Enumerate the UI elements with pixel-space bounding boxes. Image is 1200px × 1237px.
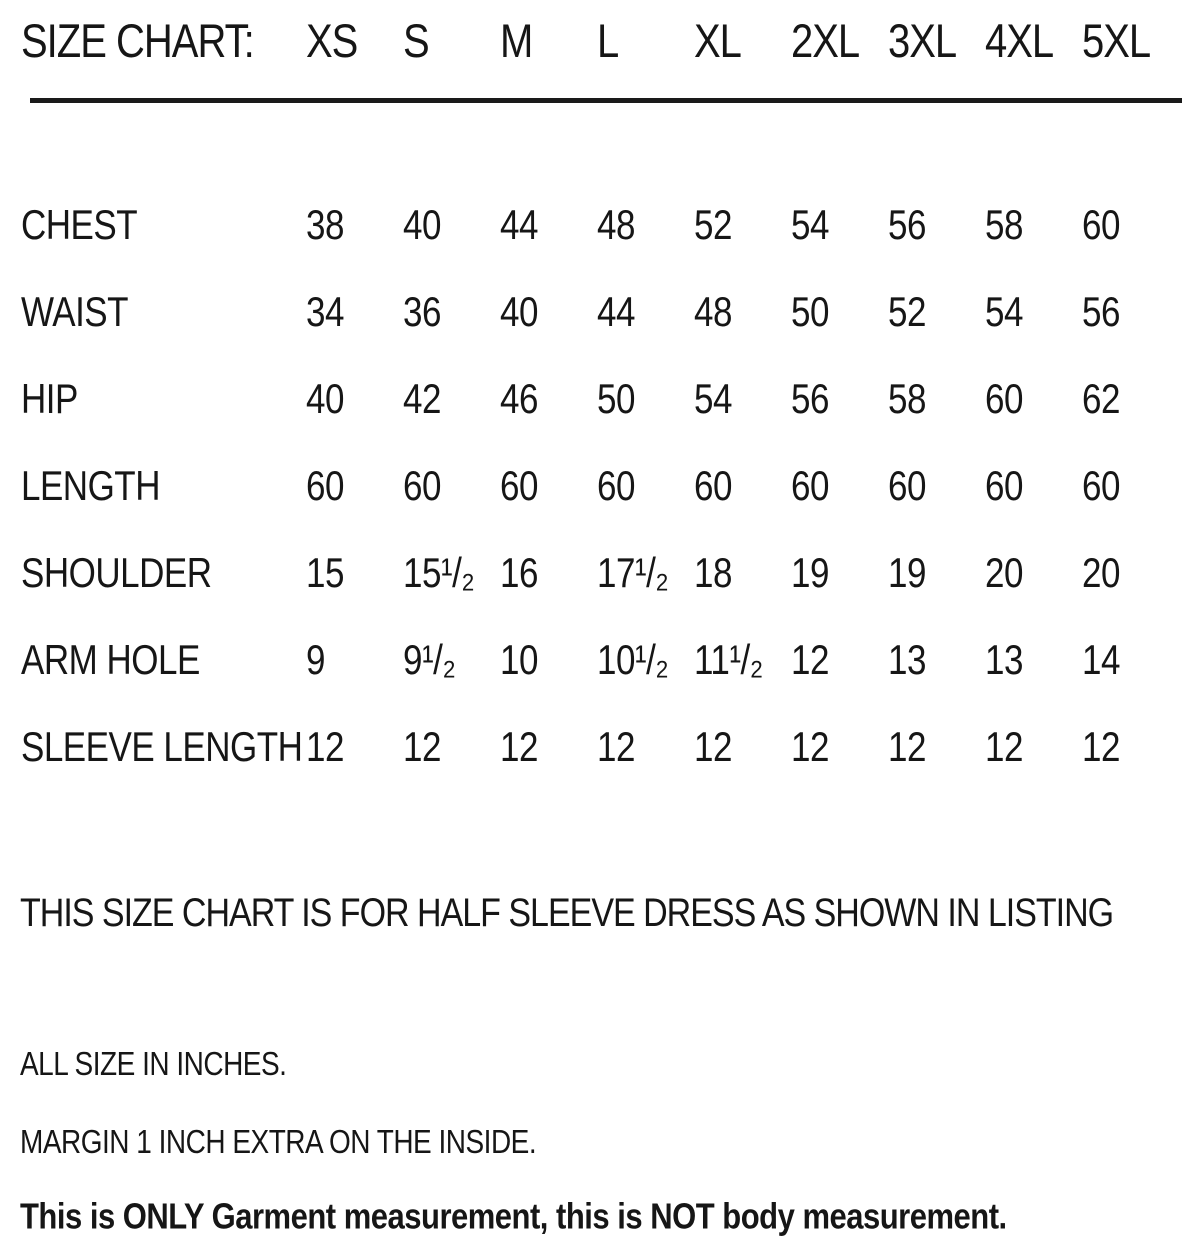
table-cell: 12 [306, 724, 344, 771]
table-cell: 15 [306, 550, 344, 597]
table-cell: 58 [888, 376, 926, 423]
size-table [21, 202, 1179, 814]
row-label-sleeve-length: SLEEVE LENGTH [21, 724, 303, 771]
note-half-sleeve: THIS SIZE CHART IS FOR HALF SLEEVE DRESS AS SHOWN IN LISTING [20, 890, 1114, 936]
row-label-hip: HIP [21, 376, 78, 423]
table-cell: 18 [694, 550, 732, 597]
table-cell: 60 [597, 463, 635, 510]
table-cell: 56 [1082, 289, 1120, 336]
table-cell: 9 [306, 637, 325, 684]
note-garment-disclaimer: This is ONLY Garment measurement, this is NOT body measurement. [20, 1195, 1007, 1237]
table-cell: 19 [791, 550, 829, 597]
table-cell: 15¹/₂ [403, 550, 475, 597]
table-cell: 56 [791, 376, 829, 423]
table-cell: 52 [694, 202, 732, 249]
table-cell: 12 [403, 724, 441, 771]
table-cell: 12 [597, 724, 635, 771]
table-cell: 9¹/₂ [403, 637, 456, 684]
table-cell: 12 [888, 724, 926, 771]
table-cell: 44 [597, 289, 635, 336]
size-column-header-s: S [403, 15, 429, 68]
table-cell: 20 [985, 550, 1023, 597]
table-cell: 60 [791, 463, 829, 510]
size-column-header-xl: XL [694, 15, 741, 68]
table-cell: 50 [791, 289, 829, 336]
table-cell: 60 [1082, 202, 1120, 249]
table-cell: 12 [500, 724, 538, 771]
table-cell: 56 [888, 202, 926, 249]
row-label-arm-hole: ARM HOLE [21, 637, 200, 684]
table-cell: 10 [500, 637, 538, 684]
table-cell: 13 [888, 637, 926, 684]
table-cell: 40 [306, 376, 344, 423]
table-cell: 11¹/₂ [694, 637, 763, 684]
row-label-shoulder: SHOULDER [21, 550, 212, 597]
table-cell: 54 [791, 202, 829, 249]
table-cell: 10¹/₂ [597, 637, 669, 684]
table-cell: 60 [500, 463, 538, 510]
table-cell: 38 [306, 202, 344, 249]
table-cell: 42 [403, 376, 441, 423]
table-cell: 60 [694, 463, 732, 510]
table-cell: 48 [597, 202, 635, 249]
table-cell: 19 [888, 550, 926, 597]
table-cell: 12 [791, 637, 829, 684]
table-cell: 12 [1082, 724, 1120, 771]
size-column-header-5xl: 5XL [1082, 15, 1151, 68]
row-label-length: LENGTH [21, 463, 160, 510]
row-label-waist: WAIST [21, 289, 129, 336]
table-cell: 12 [791, 724, 829, 771]
table-cell: 60 [1082, 463, 1120, 510]
table-cell: 48 [694, 289, 732, 336]
size-column-header-2xl: 2XL [791, 15, 860, 68]
note-margin-extra: MARGIN 1 INCH EXTRA ON THE INSIDE. [20, 1123, 537, 1161]
table-cell: 58 [985, 202, 1023, 249]
table-cell: 34 [306, 289, 344, 336]
table-cell: 12 [985, 724, 1023, 771]
row-label-chest: CHEST [21, 202, 138, 249]
table-cell: 44 [500, 202, 538, 249]
table-cell: 12 [694, 724, 732, 771]
size-column-header-4xl: 4XL [985, 15, 1054, 68]
table-cell: 40 [500, 289, 538, 336]
table-cell: 60 [985, 463, 1023, 510]
table-cell: 40 [403, 202, 441, 249]
table-cell: 20 [1082, 550, 1120, 597]
table-cell: 60 [888, 463, 926, 510]
table-cell: 60 [985, 376, 1023, 423]
size-chart-header-row [21, 15, 1179, 68]
table-cell: 60 [403, 463, 441, 510]
size-column-header-l: L [597, 15, 619, 68]
size-chart-title: SIZE CHART: [21, 15, 254, 68]
table-cell: 54 [694, 376, 732, 423]
table-cell: 46 [500, 376, 538, 423]
size-column-header-m: M [500, 15, 533, 68]
table-cell: 17¹/₂ [597, 550, 669, 597]
table-cell: 14 [1082, 637, 1120, 684]
table-cell: 54 [985, 289, 1023, 336]
table-cell: 60 [306, 463, 344, 510]
size-column-header-3xl: 3XL [888, 15, 957, 68]
table-cell: 16 [500, 550, 538, 597]
size-column-header-xs: XS [306, 15, 358, 68]
table-cell: 13 [985, 637, 1023, 684]
table-cell: 62 [1082, 376, 1120, 423]
table-cell: 50 [597, 376, 635, 423]
table-cell: 52 [888, 289, 926, 336]
header-divider [30, 98, 1182, 103]
table-cell: 36 [403, 289, 441, 336]
note-all-size-in-inches: ALL SIZE IN INCHES. [20, 1045, 287, 1083]
